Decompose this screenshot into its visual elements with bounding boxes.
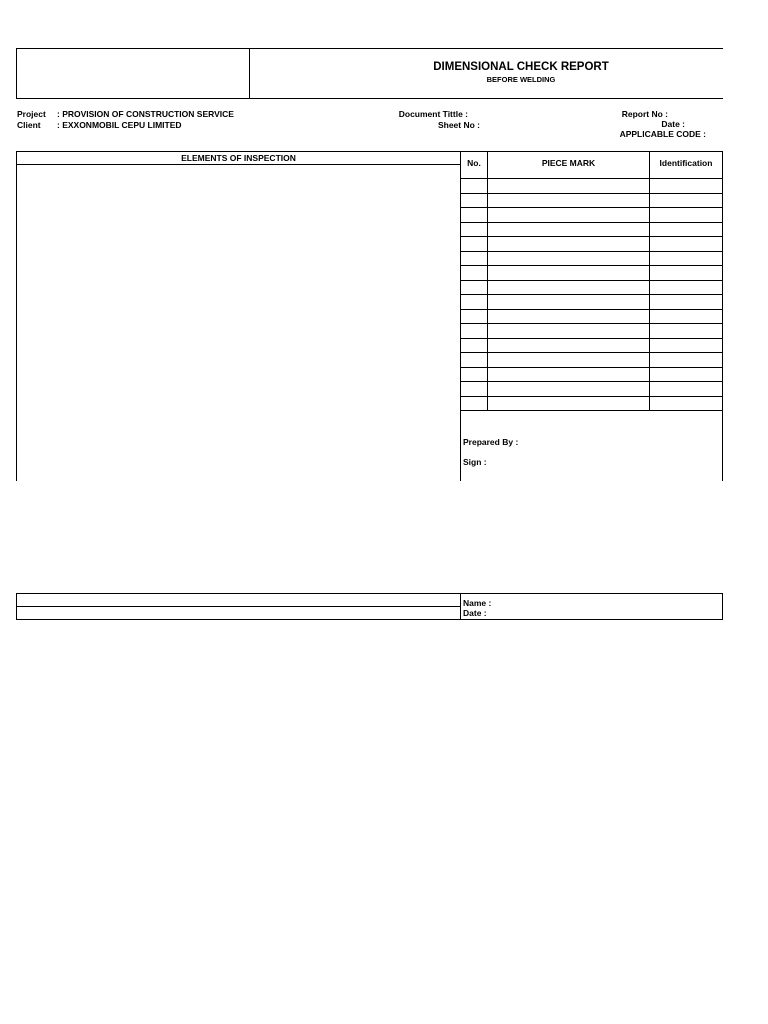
logo-area — [17, 49, 249, 98]
table-row — [461, 352, 723, 353]
project-value: : PROVISION OF CONSTRUCTION SERVICE — [57, 109, 234, 119]
applicable-code-label: APPLICABLE CODE : — [619, 129, 706, 139]
name-label: Name : — [463, 598, 492, 608]
table-row — [461, 207, 723, 208]
footer-mid-border — [16, 606, 461, 607]
footer-bottom-border — [16, 619, 723, 620]
footer-top-border — [16, 593, 723, 594]
sheet-no-label: Sheet No : — [437, 120, 480, 130]
table-row — [461, 367, 723, 368]
table-row — [461, 410, 723, 411]
table-col-divider-2 — [649, 151, 650, 411]
date-label: Date : — [661, 119, 685, 129]
footer-divider — [460, 593, 461, 620]
client-value: : EXXONMOBIL CEPU LIMITED — [57, 120, 182, 130]
report-no-label: Report No : — [621, 109, 668, 119]
table-col-divider-1 — [487, 151, 488, 411]
table-row — [461, 309, 723, 310]
document-title-label: Document Tittle : — [398, 109, 468, 119]
report-subtitle: BEFORE WELDING — [486, 75, 556, 84]
table-row — [461, 251, 723, 252]
table-row — [461, 323, 723, 324]
sign-label: Sign : — [463, 457, 487, 467]
inspection-content-area — [17, 165, 460, 480]
table-header-piece-mark: PIECE MARK — [541, 158, 596, 168]
table-row — [461, 338, 723, 339]
table-row — [461, 396, 723, 397]
table-header-bottom-line — [461, 178, 723, 179]
table-row — [461, 280, 723, 281]
prepared-by-label: Prepared By : — [463, 437, 519, 447]
inspection-header: ELEMENTS OF INSPECTION — [181, 153, 296, 163]
inspection-right-border — [460, 151, 461, 481]
table-header-identification: Identification — [659, 158, 713, 168]
table-row — [461, 236, 723, 237]
footer-left-border — [16, 593, 17, 620]
table-header-no: No. — [467, 158, 481, 168]
table-row — [461, 265, 723, 266]
table-row — [461, 193, 723, 194]
signoff-date-label: Date : — [463, 608, 487, 618]
table-row — [461, 294, 723, 295]
table-row — [461, 222, 723, 223]
report-title: DIMENSIONAL CHECK REPORT — [433, 61, 609, 73]
inspection-top-border — [16, 151, 723, 152]
table-row — [461, 381, 723, 382]
header-logo-divider — [249, 48, 250, 99]
project-label: Project — [17, 109, 46, 119]
table-right-border — [722, 151, 723, 481]
header-bottom-border — [16, 98, 723, 99]
client-label: Client — [17, 120, 41, 130]
footer-right-border — [722, 593, 723, 620]
